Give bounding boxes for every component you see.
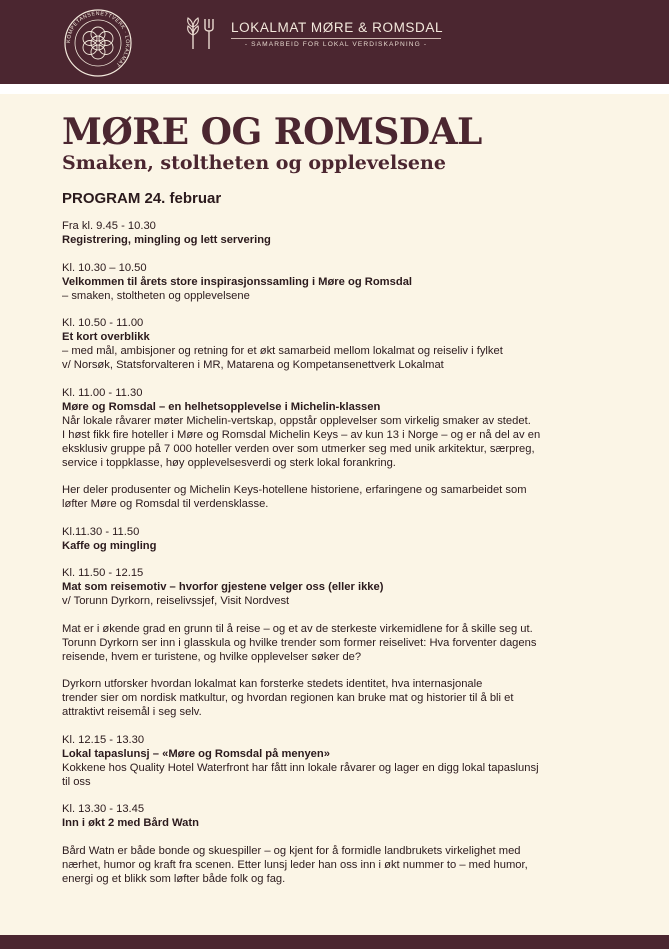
program-item bbox=[62, 261, 622, 303]
program-item bbox=[62, 219, 622, 247]
item-description: Mat er i økende grad en grunn til å reise – og et av de sterkeste virkemidlene for å skille seg ut. bbox=[62, 622, 533, 635]
page-subtitle: Smaken, stoltheten og opplevelsene bbox=[62, 152, 446, 174]
item-description: Dyrkorn utforsker hvordan lokalmat kan forsterke stedets identitet, hva internasjonale bbox=[62, 678, 483, 690]
item-description: trender sier om nordisk matkultur, og hvordan regionen kan bruke mat og historier til å bli et bbox=[62, 692, 514, 704]
item-description: energi og et blikk som løfter både folk og fag. bbox=[62, 872, 286, 885]
item-description: – smaken, stoltheten og opplevelsene bbox=[62, 289, 250, 302]
kompetansenettverk-badge-icon bbox=[62, 7, 134, 79]
item-time: Kl. 12.15 - 13.30 bbox=[62, 733, 145, 746]
item-description: service i toppklasse, høy opplevelsesverdi og sterk lokal forankring. bbox=[62, 456, 396, 469]
header-bar bbox=[0, 0, 669, 84]
item-title: Lokal tapaslunsj – «Møre og Romsdal på menyen» bbox=[62, 747, 330, 760]
program-content bbox=[62, 112, 622, 899]
item-description: I høst fikk fire hoteller i Møre og Romsdal Michelin Keys – av kun 13 i Norge – og er nå del av en bbox=[62, 428, 541, 441]
program-item bbox=[62, 525, 622, 553]
item-paragraph bbox=[62, 622, 622, 664]
item-description: Torunn Dyrkorn ser inn i glasskula og hvilke trender som former reiselivet: Hva forventer dagens bbox=[62, 636, 537, 649]
item-time: Kl. 10.50 - 11.00 bbox=[62, 317, 144, 329]
item-title: Inn i økt 2 med Bård Watn bbox=[62, 817, 199, 829]
item-time: Kl. 11.00 - 11.30 bbox=[62, 386, 143, 399]
item-paragraph bbox=[62, 483, 622, 511]
item-description: v/ Torunn Dyrkorn, reiselivssjef, Visit Nordvest bbox=[62, 595, 290, 607]
item-description: v/ Norsøk, Statsforvalteren i MR, Matarena og Kompetansenettverk Lokalmat bbox=[62, 359, 444, 371]
program-item bbox=[62, 733, 622, 789]
item-time: Kl.11.30 - 11.50 bbox=[62, 525, 140, 538]
header-gap bbox=[0, 84, 669, 94]
item-time: Kl. 11.50 - 12.15 bbox=[62, 567, 144, 579]
wheat-fork-icon bbox=[183, 15, 219, 51]
program-item bbox=[62, 386, 622, 470]
brand-divider bbox=[231, 38, 441, 39]
program-heading: PROGRAM 24. februar bbox=[62, 190, 222, 207]
item-description: nærhet, humor og kraft fra scenen. Etter lunsj leder han oss inn i økt nummer to – med humor, bbox=[62, 858, 528, 871]
item-title: Mat som reisemotiv – hvorfor gjestene velger oss (eller ikke) bbox=[62, 581, 384, 593]
program-item bbox=[62, 316, 622, 372]
item-description: til oss bbox=[62, 775, 91, 788]
item-title: Et kort overblikk bbox=[62, 331, 150, 343]
item-description: Bård Watn er både bonde og skuespiller – og kjent for å formidle landbrukets virkelighet med bbox=[62, 844, 521, 857]
item-description: attraktivt reisemål i seg selv. bbox=[62, 706, 202, 718]
item-time: Kl. 10.30 – 10.50 bbox=[62, 261, 147, 274]
item-title: Kaffe og mingling bbox=[62, 539, 157, 552]
item-title: Registrering, mingling og lett servering bbox=[62, 234, 271, 246]
brand-title: LOKALMAT MØRE & ROMSDAL bbox=[231, 20, 444, 35]
item-description: Her deler produsenter og Michelin Keys-hotellene historiene, erfaringene og samarbeidet som bbox=[62, 484, 527, 496]
item-description: – med mål, ambisjoner og retning for et økt samarbeid mellom lokalmat og reiseliv i fylket bbox=[62, 345, 503, 357]
item-description: Når lokale råvarer møter Michelin-vertskap, oppstår opplevelser som virkelig smaker av stedet. bbox=[62, 414, 531, 427]
footer-bar bbox=[0, 935, 669, 949]
item-paragraph bbox=[62, 677, 622, 719]
svg-text:KOMPETANSENETTVERK · LOKALMAT: KOMPETANSENETTVERK · LOKALMAT bbox=[65, 10, 131, 68]
item-title: Møre og Romsdal – en helhetsopplevelse i Michelin-klassen bbox=[62, 400, 381, 413]
brand-subtitle: - SAMARBEID FOR LOKAL VERDISKAPNING - bbox=[244, 41, 428, 48]
item-paragraph bbox=[62, 844, 622, 886]
page-title: MØRE OG ROMSDAL bbox=[62, 111, 482, 153]
item-description: Kokkene hos Quality Hotel Waterfront har fått inn lokale råvarer og lager en digg lokal tapaslunsj bbox=[62, 761, 539, 774]
item-title: Velkommen til årets store inspirasjonssamling i Møre og Romsdal bbox=[62, 275, 413, 288]
item-time: Fra kl. 9.45 - 10.30 bbox=[62, 220, 156, 232]
item-time: Kl. 13.30 - 13.45 bbox=[62, 803, 145, 815]
item-description: løfter Møre og Romsdal til verdensklasse. bbox=[62, 498, 269, 510]
item-description: reisende, hvem er turistene, og hvilke opplevelser søker de? bbox=[62, 650, 362, 663]
program-item bbox=[62, 802, 622, 830]
item-description: eksklusiv gruppe på 7 000 hoteller verden over som utmerker seg med unik arkitektur, særpreg, bbox=[62, 442, 535, 455]
program-item bbox=[62, 566, 622, 608]
